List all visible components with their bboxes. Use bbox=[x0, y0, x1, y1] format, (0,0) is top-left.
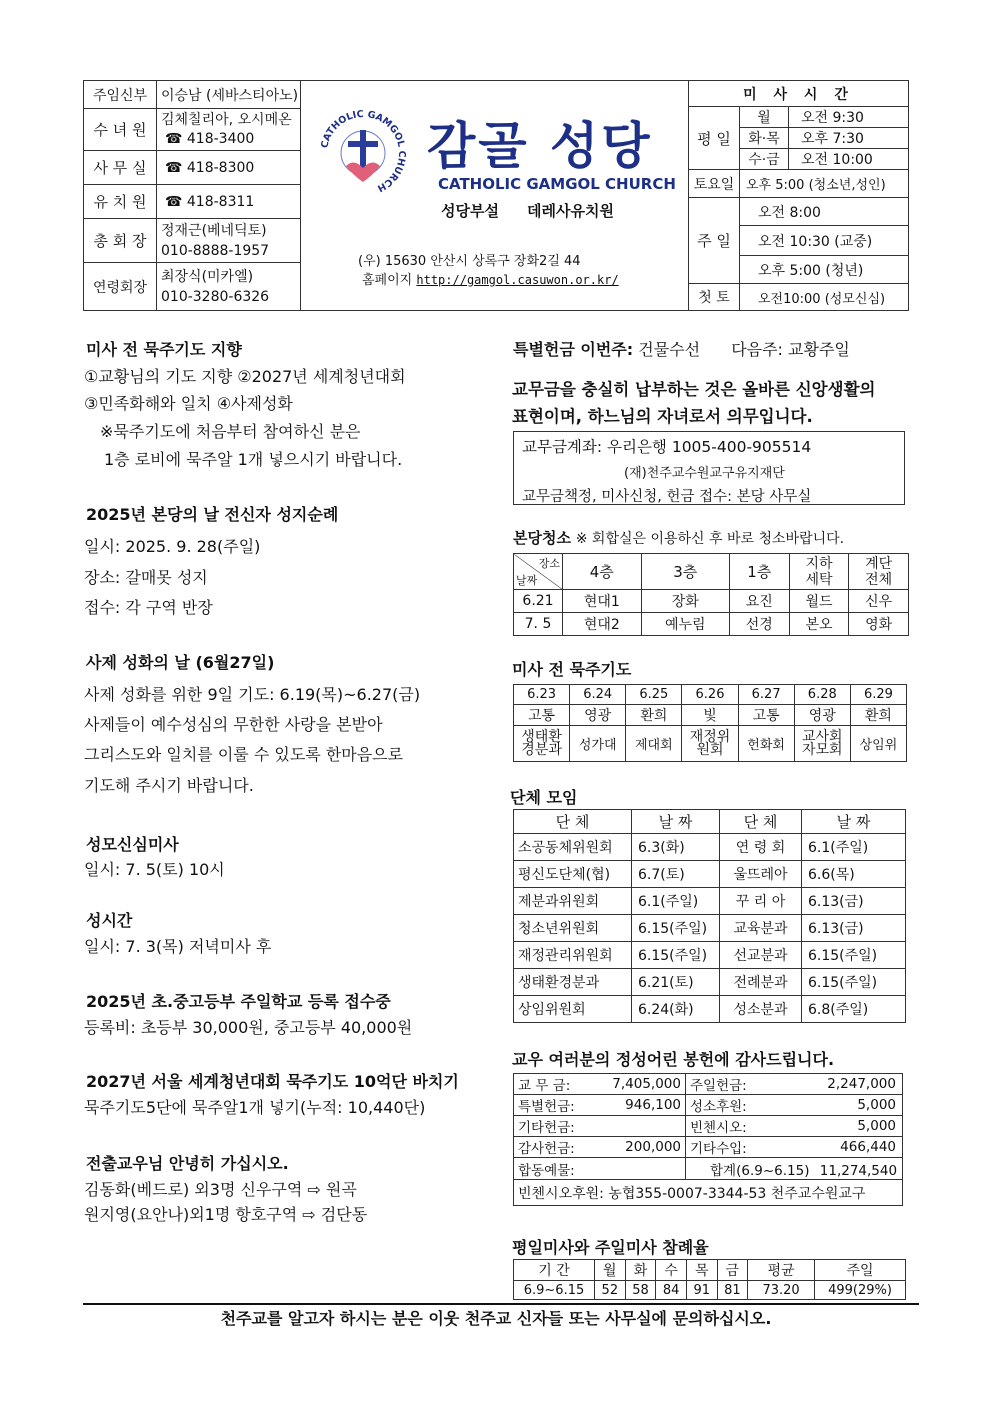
church-name: 감골 성당 bbox=[427, 117, 653, 175]
wyd-title: 2027년 서울 세계청년대회 묵주기도 10억단 바치기 bbox=[86, 1072, 459, 1091]
marian-mass-title: 성모신심미사 bbox=[86, 835, 179, 854]
attendance-title: 평일미사와 주일미사 참례율 bbox=[512, 1238, 709, 1257]
offering-total: 11,274,540 bbox=[819, 1162, 898, 1179]
contact-value: 김체칠리아, 오시메온 bbox=[161, 111, 292, 128]
offering-amount: 5,000 bbox=[766, 1116, 903, 1137]
contact-label: 총 회 장 bbox=[84, 219, 157, 263]
mass-time: 오후 5:00 (청소년,성인) bbox=[740, 170, 909, 198]
first-sat-label: 첫 토 bbox=[689, 284, 740, 311]
rosary-schedule-title: 미사 전 묵주기도 bbox=[512, 660, 632, 679]
pilgrimage-title: 2025년 본당의 날 전신자 성지순례 bbox=[86, 505, 339, 524]
attendance-header: 평균 bbox=[748, 1260, 815, 1281]
offering-title: 교우 여러분의 정성어린 봉헌에 감사드립니다. bbox=[512, 1050, 835, 1069]
attendance-cell: 52 bbox=[595, 1281, 626, 1300]
attendance-cell: 58 bbox=[625, 1281, 656, 1300]
group-date: 6.15(주일) bbox=[632, 915, 720, 942]
mass-day: 화·목 bbox=[740, 128, 789, 149]
special-next-value: 교황주일 bbox=[788, 340, 850, 359]
contact-label: 주임신부 bbox=[84, 81, 157, 109]
priest-text: 사제 성화를 위한 9일 기도: 6.19(목)~6.27(금) bbox=[84, 685, 421, 704]
group-date: 6.13(금) bbox=[802, 888, 906, 915]
contact-label: 유 치 원 bbox=[84, 185, 157, 219]
dues-statement: 표현이며, 하느님의 자녀로서 의무입니다. bbox=[512, 407, 813, 426]
priest-text: 그리스도와 일치를 이룰 수 있도록 한마음으로 bbox=[84, 745, 404, 764]
holy-hour-date: 일시: 7. 3(목) 저녁미사 후 bbox=[84, 937, 272, 956]
rosary-schedule-table bbox=[513, 684, 907, 762]
groups-header: 단 체 bbox=[720, 810, 802, 834]
farewell-line: 김동화(베드로) 외3명 신우구역 ⇨ 원곡 bbox=[84, 1180, 357, 1199]
group-name: 제분과위원회 bbox=[514, 888, 632, 915]
rosary-date: 6.24 bbox=[570, 685, 626, 705]
cleaning-cell: 7. 5 bbox=[514, 613, 563, 636]
rosary-date: 6.28 bbox=[794, 685, 850, 705]
phone-value: ☎ 418-8311 bbox=[157, 185, 301, 219]
group-name: 생태환경분과 bbox=[514, 969, 632, 996]
special-this-label: 특별헌금 이번주: bbox=[513, 340, 634, 359]
attendance-cell: 91 bbox=[686, 1281, 717, 1300]
rosary-mystery: 영광 bbox=[570, 705, 626, 726]
group-date: 6.3(화) bbox=[632, 834, 720, 861]
offering-amount bbox=[586, 1116, 686, 1137]
attendance-header: 금 bbox=[717, 1260, 748, 1281]
contact-value: 정재근(베네딕토) bbox=[161, 222, 267, 239]
contact-label: 수 녀 원 bbox=[84, 109, 157, 151]
offering-label: 합동예물: bbox=[514, 1158, 686, 1180]
special-next-label: 다음주: bbox=[731, 340, 783, 359]
rosary-group: 제대회 bbox=[626, 726, 682, 762]
dues-office-note: 교무금책정, 미사신청, 헌금 접수: 본당 사무실 bbox=[522, 489, 812, 505]
homepage bbox=[362, 269, 619, 288]
group-name: 평신도단체(협) bbox=[514, 861, 632, 888]
groups-header: 단 체 bbox=[514, 810, 632, 834]
group-date: 6.15(주일) bbox=[802, 942, 906, 969]
offering-label: 감사헌금: bbox=[514, 1137, 586, 1158]
group-name: 울뜨레아 bbox=[720, 861, 802, 888]
rosary-mystery: 영광 bbox=[794, 705, 850, 726]
marian-mass-date: 일시: 7. 5(토) 10시 bbox=[84, 860, 225, 879]
rosary-group: 교사회 자모회 bbox=[794, 726, 850, 762]
rosary-mystery: 빛 bbox=[682, 705, 738, 726]
sunday-label: 주 일 bbox=[689, 198, 740, 284]
cleaning-cell: 월드 bbox=[789, 590, 849, 613]
sunday-school-title: 2025년 초.중고등부 주일학교 등록 접수중 bbox=[86, 992, 391, 1011]
attendance-cell: 499(29%) bbox=[815, 1281, 906, 1300]
phone-value: 010-8888-1957 bbox=[161, 242, 270, 259]
groups-header: 날 짜 bbox=[632, 810, 720, 834]
rosary-intent-line: ③민족화해와 일치 ④사제성화 bbox=[84, 394, 293, 413]
attendance-table bbox=[513, 1259, 906, 1300]
attached-label: 성당부설 bbox=[441, 202, 499, 220]
special-offering bbox=[513, 337, 850, 360]
group-name: 꾸 리 아 bbox=[720, 888, 802, 915]
group-name: 소공동체위원회 bbox=[514, 834, 632, 861]
rosary-intent-line: ①교황님의 기도 지향 ②2027년 세계청년대회 bbox=[84, 367, 406, 386]
cleaning-cell: 장화 bbox=[641, 590, 729, 613]
attendance-header: 화 bbox=[625, 1260, 656, 1281]
pilgrimage-registration: 접수: 각 구역 반장 bbox=[84, 598, 213, 617]
group-date: 6.21(토) bbox=[632, 969, 720, 996]
groups-title: 단체 모임 bbox=[510, 788, 578, 807]
corner-top-label: 장소 bbox=[538, 557, 560, 570]
group-name: 재정관리위원회 bbox=[514, 942, 632, 969]
cleaning-cell: 현대1 bbox=[563, 590, 642, 613]
offering-label: 빈첸시오: bbox=[686, 1116, 766, 1137]
offering-amount: 7,405,000 bbox=[586, 1074, 686, 1095]
cleaning-header: 계단 전체 bbox=[849, 554, 909, 590]
footer-text: 천주교를 알고자 하시는 분은 이웃 천주교 신자들 또는 사무실에 문의하십시오. bbox=[220, 1309, 772, 1328]
cleaning-cell: 선경 bbox=[729, 613, 789, 636]
phone-value: ☎ 418-8300 bbox=[157, 151, 301, 185]
priest-text: 사제들이 예수성심의 무한한 사랑을 본받아 bbox=[84, 715, 383, 734]
mass-time: 오전 9:30 bbox=[789, 107, 909, 128]
address: (우) 15630 안산시 상록구 장화2길 44 bbox=[358, 254, 581, 269]
footer-rule bbox=[83, 1303, 919, 1305]
farewell-title: 전출교우님 안녕히 가십시오. bbox=[86, 1154, 289, 1173]
mass-times-table bbox=[688, 80, 909, 311]
attendance-header: 월 bbox=[595, 1260, 626, 1281]
offering-label: 기타수입: bbox=[686, 1137, 766, 1158]
foundation-name: (재)천주교수원교구유지재단 bbox=[624, 466, 785, 481]
rosary-group: 성가대 bbox=[570, 726, 626, 762]
church-logo-icon bbox=[318, 108, 408, 198]
cleaning-cell: 영화 bbox=[849, 613, 909, 636]
cleaning-cell: 신우 bbox=[849, 590, 909, 613]
cleaning-cell: 요진 bbox=[729, 590, 789, 613]
group-name: 성소분과 bbox=[720, 996, 802, 1023]
rosary-intent-note: ※묵주기도에 처음부터 참여하신 분은 bbox=[100, 422, 361, 441]
mass-time: 오전 10:00 bbox=[789, 149, 909, 170]
offering-amount: 2,247,000 bbox=[766, 1074, 903, 1095]
cleaning-note: ※ 회합실은 이용하신 후 바로 청소바랍니다. bbox=[575, 531, 845, 547]
phone-value: 010-3280-6326 bbox=[161, 288, 270, 305]
attendance-cell: 81 bbox=[717, 1281, 748, 1300]
cleaning-cell: 본오 bbox=[789, 613, 849, 636]
mass-times-title: 미 사 시 간 bbox=[689, 81, 909, 107]
cleaning-cell: 6.21 bbox=[514, 590, 563, 613]
cleaning-cell: 예누림 bbox=[641, 613, 729, 636]
pilgrimage-date: 일시: 2025. 9. 28(주일) bbox=[84, 537, 261, 556]
mass-day: 수·금 bbox=[740, 149, 789, 170]
cleaning-heading bbox=[513, 527, 844, 548]
offering-amount: 5,000 bbox=[766, 1095, 903, 1116]
homepage-link[interactable]: http://gamgol.casuwon.or.kr/ bbox=[416, 273, 619, 287]
attendance-header: 기 간 bbox=[514, 1260, 595, 1281]
rosary-intent-title: 미사 전 묵주기도 지향 bbox=[86, 340, 242, 359]
contact-value: 이승남 (세바스티아노) bbox=[157, 81, 301, 109]
rosary-date: 6.27 bbox=[738, 685, 794, 705]
groups-header: 날 짜 bbox=[802, 810, 906, 834]
cleaning-header: 4층 bbox=[563, 554, 642, 590]
attendance-cell: 6.9~6.15 bbox=[514, 1281, 595, 1300]
mass-time: 오후 7:30 bbox=[789, 128, 909, 149]
cleaning-header: 지하 세탁 bbox=[789, 554, 849, 590]
svg-text:CATHOLIC GAMGOL CHURCH: CATHOLIC GAMGOL CHURCH bbox=[319, 108, 408, 194]
attendance-header: 목 bbox=[686, 1260, 717, 1281]
attendance-cell: 84 bbox=[656, 1281, 687, 1300]
priest-sanctification-title: 사제 성화의 날 (6월27일) bbox=[86, 653, 275, 672]
contact-label: 사 무 실 bbox=[84, 151, 157, 185]
sunday-school-fee: 등록비: 초등부 30,000원, 중고등부 40,000원 bbox=[84, 1018, 413, 1037]
offering-label: 주일헌금: bbox=[686, 1074, 766, 1095]
rosary-group: 재정위 원회 bbox=[682, 726, 738, 762]
offering-amount: 466,440 bbox=[766, 1137, 903, 1158]
group-name: 상임위원회 bbox=[514, 996, 632, 1023]
dues-account-box bbox=[513, 431, 905, 505]
saturday-label: 토요일 bbox=[689, 170, 740, 198]
holy-hour-title: 성시간 bbox=[86, 911, 133, 930]
corner-bottom-label: 날짜 bbox=[516, 574, 538, 587]
dues-account: 교무금계좌: 우리은행 1005-400-905514 bbox=[522, 438, 812, 456]
contact-table bbox=[83, 80, 301, 311]
offering-total-label: 합계(6.9~6.15) bbox=[710, 1162, 810, 1179]
rosary-group: 상임위 bbox=[850, 726, 906, 762]
rosary-mystery: 고통 bbox=[738, 705, 794, 726]
group-date: 6.1(주일) bbox=[802, 834, 906, 861]
group-date: 6.1(주일) bbox=[632, 888, 720, 915]
groups-table bbox=[513, 809, 906, 1023]
group-date: 6.6(목) bbox=[802, 861, 906, 888]
mass-time: 오전 8:00 bbox=[740, 198, 909, 226]
cleaning-cell: 현대2 bbox=[563, 613, 642, 636]
attendance-cell: 73.20 bbox=[748, 1281, 815, 1300]
group-date: 6.13(금) bbox=[802, 915, 906, 942]
group-name: 전례분과 bbox=[720, 969, 802, 996]
offering-table bbox=[513, 1073, 903, 1206]
rosary-date: 6.25 bbox=[626, 685, 682, 705]
rosary-mystery: 환희 bbox=[626, 705, 682, 726]
rosary-intent-note: 1층 로비에 묵주알 1개 넣으시기 바랍니다. bbox=[104, 450, 403, 469]
contact-label: 연령회장 bbox=[84, 263, 157, 311]
rosary-date: 6.23 bbox=[514, 685, 570, 705]
rosary-mystery: 고통 bbox=[514, 705, 570, 726]
group-date: 6.15(주일) bbox=[632, 942, 720, 969]
offering-amount: 200,000 bbox=[586, 1137, 686, 1158]
kindergarten-name: 데레사유치원 bbox=[527, 202, 614, 220]
offering-label: 성소후원: bbox=[686, 1095, 766, 1116]
group-date: 6.15(주일) bbox=[802, 969, 906, 996]
church-name-en: CATHOLIC GAMGOL CHURCH bbox=[438, 175, 676, 193]
rosary-date: 6.29 bbox=[850, 685, 906, 705]
rosary-mystery: 환희 bbox=[850, 705, 906, 726]
cleaning-table bbox=[513, 553, 909, 636]
cleaning-header: 3층 bbox=[641, 554, 729, 590]
rosary-group: 생태환 경분과 bbox=[514, 726, 570, 762]
cleaning-header: 1층 bbox=[729, 554, 789, 590]
mass-time: 오전10:00 (성모신심) bbox=[740, 284, 909, 311]
offering-label: 특별헌금: bbox=[514, 1095, 586, 1116]
attendance-header: 수 bbox=[656, 1260, 687, 1281]
rosary-group: 헌화회 bbox=[738, 726, 794, 762]
pilgrimage-place: 장소: 갈매못 성지 bbox=[84, 568, 208, 587]
vincent-account: 빈첸시오후원: 농협355-0007-3344-53 천주교수원교구 bbox=[514, 1180, 903, 1206]
contact-value: 최장식(미카엘) bbox=[161, 268, 254, 285]
weekday-label: 평 일 bbox=[689, 107, 740, 170]
mass-day: 월 bbox=[740, 107, 789, 128]
dues-statement: 교무금을 충실히 납부하는 것은 올바른 신앙생활의 bbox=[512, 380, 876, 399]
cleaning-title: 본당청소 bbox=[513, 529, 571, 547]
cleaning-corner bbox=[514, 554, 563, 590]
group-name: 청소년위원회 bbox=[514, 915, 632, 942]
priest-text: 기도해 주시기 바랍니다. bbox=[84, 776, 254, 795]
offering-amount: 946,100 bbox=[586, 1095, 686, 1116]
mass-time: 오전 10:30 (교중) bbox=[740, 226, 909, 256]
group-name: 선교분과 bbox=[720, 942, 802, 969]
group-name: 연 령 회 bbox=[720, 834, 802, 861]
offering-label: 기타헌금: bbox=[514, 1116, 586, 1137]
attendance-header: 주일 bbox=[815, 1260, 906, 1281]
special-this-value: 건물수선 bbox=[638, 340, 701, 359]
group-date: 6.24(화) bbox=[632, 996, 720, 1023]
mass-time: 오후 5:00 (청년) bbox=[740, 256, 909, 284]
rosary-date: 6.26 bbox=[682, 685, 738, 705]
group-date: 6.7(토) bbox=[632, 861, 720, 888]
farewell-line: 원지영(요안나)외1명 항호구역 ⇨ 검단동 bbox=[84, 1205, 368, 1224]
offering-label: 교 무 금: bbox=[514, 1074, 586, 1095]
group-name: 교육분과 bbox=[720, 915, 802, 942]
wyd-text: 묵주기도5단에 묵주알1개 넣기(누적: 10,440단) bbox=[84, 1098, 426, 1117]
phone-value: ☎ 418-3400 bbox=[165, 130, 255, 147]
group-date: 6.8(주일) bbox=[802, 996, 906, 1023]
homepage-label: 홈페이지 bbox=[362, 273, 413, 288]
